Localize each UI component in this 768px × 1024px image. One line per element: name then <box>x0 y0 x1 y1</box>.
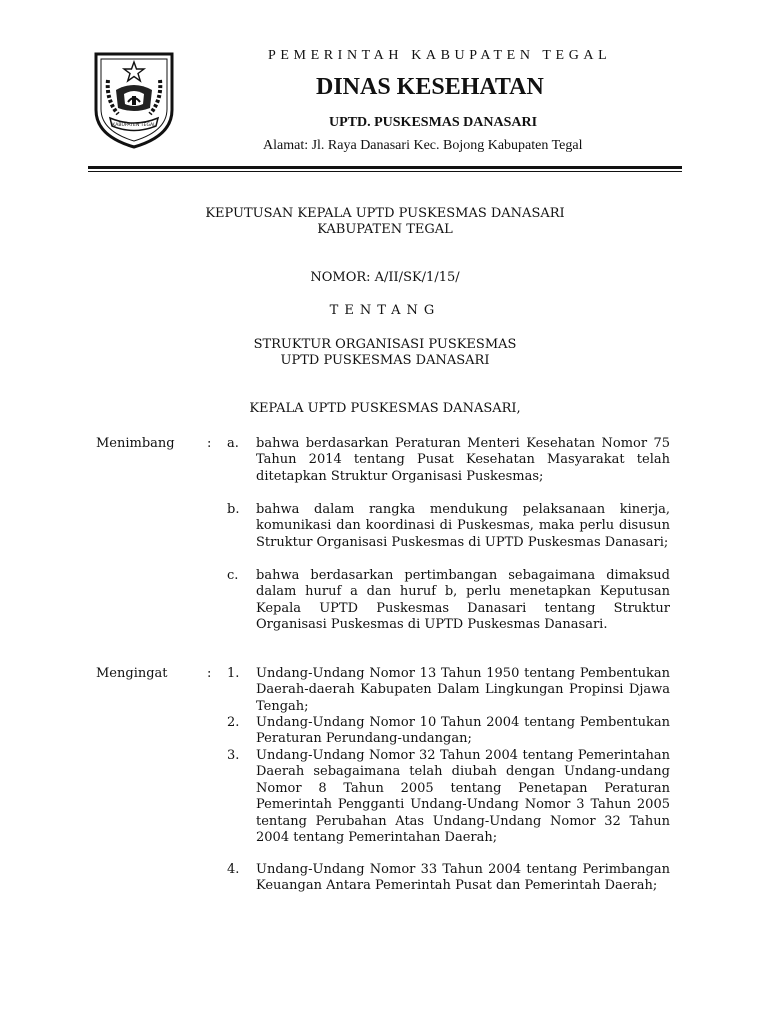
menimbang-colon: : <box>207 436 212 451</box>
decree-number: NOMOR: A/II/SK/1/15/ <box>310 270 460 285</box>
address-line: Alamat: Jl. Raya Danasari Kec. Bojong Kabupaten Tegal <box>263 138 583 153</box>
decree-title-line1: KEPUTUSAN KEPALA UPTD PUSKESMAS DANASARI <box>205 206 565 221</box>
menimbang-marker-c: c. <box>227 568 239 583</box>
mengingat-item-2: Undang-Undang Nomor 10 Tahun 2004 tentang Pembentukan Peraturan Perundang-undangan; <box>256 715 670 747</box>
agency-name: DINAS KESEHATAN <box>316 74 544 100</box>
decree-subject-line1: STRUKTUR ORGANISASI PUSKESMAS <box>253 337 517 352</box>
decree-subject-line2: UPTD PUSKESMAS DANASARI <box>280 353 490 368</box>
decree-about: TENTANG <box>329 303 441 318</box>
letterhead-divider-thin <box>88 171 682 172</box>
mengingat-item-1: Undang-Undang Nomor 13 Tahun 1950 tentang Pembentukan Daerah-daerah Kabupaten Dalam Lingkungan Propinsi Djawa Tengah; <box>256 666 670 714</box>
decree-title-line2: KABUPATEN TEGAL <box>317 222 453 237</box>
government-name: PEMERINTAH KABUPATEN TEGAL <box>268 48 612 63</box>
mengingat-marker-2: 2. <box>227 715 240 730</box>
mengingat-label: Mengingat <box>96 666 168 681</box>
mengingat-item-3: Undang-Undang Nomor 32 Tahun 2004 tentang Pemerintahan Daerah sebagaimana telah diubah dengan Undang-undang Nomor 8 Tahun 2005 tentang Penetapan Peraturan Pemerintah Pengganti Undang-Undang Nomor 3 Tahun 2005 tentang Perubahan Atas Undang-Undang Nomor 32 Tahun 2004 tentang Pemerintahan Daerah; <box>256 748 670 846</box>
decree-authority: KEPALA UPTD PUSKESMAS DANASARI, <box>249 401 521 416</box>
mengingat-colon: : <box>207 666 212 681</box>
mengingat-marker-3: 3. <box>227 748 240 763</box>
menimbang-label: Menimbang <box>96 436 175 451</box>
mengingat-item-4: Undang-Undang Nomor 33 Tahun 2004 tentang Perimbangan Keuangan Antara Pemerintah Pusat dan Pemerintah Daerah; <box>256 862 670 894</box>
svg-text:KABUPATEN TEGAL: KABUPATEN TEGAL <box>112 123 156 128</box>
menimbang-item-c: bahwa berdasarkan pertimbangan sebagaimana dimaksud dalam huruf a dan huruf b, perlu menetapkan Keputusan Kepala UPTD Puskesmas Danasari tentang Struktur Organisasi Puskesmas di UPTD Puskesmas Danasari. <box>256 568 670 633</box>
letterhead-divider-thick <box>88 166 682 169</box>
menimbang-item-b: bahwa dalam rangka mendukung pelaksanaan kinerja, komunikasi dan koordinasi di Puskesmas, maka perlu disusun Struktur Organisasi Puskesmas di UPTD Puskesmas Danasari; <box>256 502 670 550</box>
menimbang-item-a: bahwa berdasarkan Peraturan Menteri Kesehatan Nomor 75 Tahun 2014 tentang Pusat Kesehatan Masyarakat telah ditetapkan Struktur Organisasi Puskesmas; <box>256 436 670 484</box>
mengingat-marker-4: 4. <box>227 862 240 877</box>
menimbang-marker-a: a. <box>227 436 239 451</box>
regency-emblem-icon <box>90 50 178 150</box>
unit-name: UPTD. PUSKESMAS DANASARI <box>329 115 538 130</box>
mengingat-marker-1: 1. <box>227 666 240 681</box>
menimbang-marker-b: b. <box>227 502 240 517</box>
